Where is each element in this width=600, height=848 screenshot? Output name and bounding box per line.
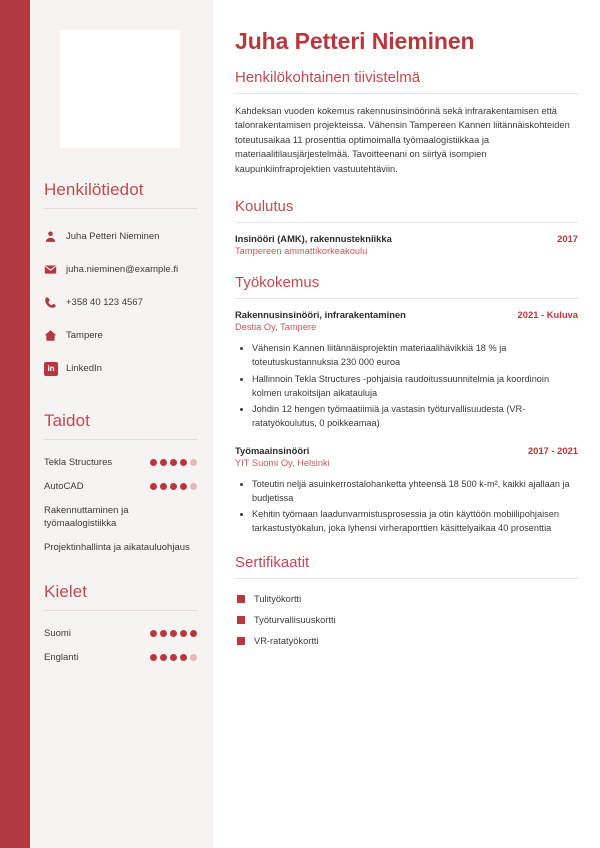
rating-dot xyxy=(170,654,177,661)
rating-dot xyxy=(180,483,187,490)
certificate-row xyxy=(235,610,578,631)
skill-rating xyxy=(150,456,197,466)
square-bullet-icon xyxy=(237,616,245,624)
experience-entry-header xyxy=(235,309,578,320)
skill-label: Rakennuttaminen ja työmaalogistiikka xyxy=(44,504,129,530)
education-entry xyxy=(235,233,578,256)
square-bullet-icon xyxy=(237,637,245,645)
bullet-item: • Vähensin Kannen liitännäisprojektin materiaalihävikkiä 18 % ja toteutuskustannuksia 230 000 euroa xyxy=(252,341,578,370)
divider xyxy=(235,578,578,579)
contact-row-linkedin[interactable] xyxy=(42,352,199,385)
sidebar xyxy=(30,0,213,848)
experience-date: 2021 - Kuluva xyxy=(517,309,578,321)
certificate-label: Tulityökortti xyxy=(254,593,302,604)
skill-row xyxy=(42,451,199,475)
contact-row-phone[interactable] xyxy=(42,286,199,319)
experience-employer: YIT Suomi Oy, Helsinki xyxy=(235,457,330,468)
bullet-item: • Kehitin työmaan laadunvarmistusprosessia ja otin käyttöön mobiilipohjaisen tarkastustyökalun, joka lyhensi virheraporttien käsittelyaikaa 40 prosenttia xyxy=(252,507,578,536)
envelope-icon xyxy=(44,263,66,276)
divider xyxy=(44,208,197,209)
profile-photo xyxy=(60,30,180,148)
experience-job-title: Työmaainsinööri xyxy=(235,444,310,456)
linkedin-badge-label: in xyxy=(44,362,58,376)
rating-dot xyxy=(150,630,157,637)
page-title: Juha Petteri Nieminen xyxy=(235,28,475,54)
rating-dot xyxy=(150,483,157,490)
education-entry-header xyxy=(235,233,578,244)
rating-dot xyxy=(190,630,197,637)
bullet-item: • Toteutin neljä asuinkerrostalohanketta yhteensä 18 500 k-m², kaikki ajallaan ja budjetissa xyxy=(252,477,578,506)
contact-row-location xyxy=(42,319,199,352)
divider xyxy=(44,610,197,611)
education-date: 2017 xyxy=(557,233,578,245)
rating-dot xyxy=(180,630,187,637)
square-bullet-icon xyxy=(237,595,245,603)
rating-dot xyxy=(180,459,187,466)
education-degree: Insinööri (AMK), rakennustekniikka xyxy=(235,233,392,245)
certificate-row xyxy=(235,589,578,610)
bullet-item: • Hallinnoin Tekla Structures -pohjaisia raudoitussuunnitelmia ja koordinoin kolmen urakoitsijan aikatauluja xyxy=(252,372,578,401)
person-icon xyxy=(44,230,66,243)
bullet-item: • Johdin 12 hengen työmaatiimiä ja vastasin työturvallisuudesta (VR-ratatyökoulutus, 0 poikkeamaa) xyxy=(252,402,578,431)
experience-bullets xyxy=(235,477,578,536)
rating-dot xyxy=(170,459,177,466)
experience-job-title: Rakennusinsinööri, infrarakentaminen xyxy=(235,309,406,321)
skill-label: Tekla Structures xyxy=(44,457,113,468)
experience-employer: Destia Oy, Tampere xyxy=(235,322,317,333)
divider xyxy=(235,298,578,299)
language-row xyxy=(42,646,199,670)
contact-location-text: Tampere xyxy=(66,329,103,341)
experience-bullets xyxy=(235,341,578,431)
sidebar-heading-personal: Henkilötiedot xyxy=(44,180,144,199)
language-rating xyxy=(150,651,197,661)
certificate-label: Työturvallisuuskortti xyxy=(254,614,336,625)
skill-rating xyxy=(150,480,197,490)
rating-dot xyxy=(190,483,197,490)
education-institution: Tampereen ammattikorkeakoulu xyxy=(235,246,368,257)
language-rating xyxy=(150,627,197,637)
section-heading-experience: Työkokemus xyxy=(235,274,320,292)
experience-date: 2017 - 2021 xyxy=(527,444,578,456)
rating-dot xyxy=(190,459,197,466)
profile-photo-container xyxy=(42,0,199,148)
contact-row-name xyxy=(42,220,199,253)
rating-dot xyxy=(160,630,167,637)
rating-dot xyxy=(150,654,157,661)
rating-dot xyxy=(160,654,167,661)
divider xyxy=(44,439,197,440)
rating-dot xyxy=(170,483,177,490)
skill-row xyxy=(42,536,199,560)
home-icon xyxy=(44,329,66,342)
skill-label: Projektinhallinta ja aikatauluohjaus xyxy=(44,542,190,554)
experience-entry-header xyxy=(235,445,578,456)
section-heading-education: Koulutus xyxy=(235,198,294,216)
contact-phone-text: +358 40 123 4567 xyxy=(66,296,143,308)
contact-row-email[interactable] xyxy=(42,253,199,286)
language-label: Englanti xyxy=(44,651,79,663)
contact-linkedin-text: LinkedIn xyxy=(66,362,102,374)
sidebar-heading-skills: Taidot xyxy=(44,411,90,430)
contact-name-text: Juha Petteri Nieminen xyxy=(66,230,160,242)
certificate-label: VR-ratatyökortti xyxy=(254,635,319,646)
accent-stripe xyxy=(0,0,30,848)
phone-icon xyxy=(44,296,66,309)
language-row xyxy=(42,622,199,646)
rating-dot xyxy=(160,459,167,466)
language-label: Suomi xyxy=(44,627,71,639)
sidebar-heading-languages: Kielet xyxy=(44,581,88,601)
main-content xyxy=(213,0,600,848)
rating-dot xyxy=(160,483,167,490)
certificate-row xyxy=(235,631,578,652)
experience-entry xyxy=(235,445,578,536)
experience-entry xyxy=(235,309,578,431)
section-heading-certificates: Sertifikaatit xyxy=(235,553,310,571)
rating-dot xyxy=(180,654,187,661)
skill-label: AutoCAD xyxy=(44,480,84,492)
rating-dot xyxy=(150,459,157,466)
contact-email-text: juha.nieminen@example.fi xyxy=(66,263,179,275)
divider xyxy=(235,222,578,223)
summary-text: Kahdeksan vuoden kokemus rakennusinsinöörinä sekä infrarakentamisen että talonrakentamisen projekteissa. Vähensin Tampereen Kannen liitännäiskohteiden toteutusaikaa 11 prosenttia optimoimalla työmaalogistiikkaa ja materiaalitilausjärjestelmää. Tavoitteenani on siirtyä isompien kaupunkiinfraprojektien vastuutehtäviin. xyxy=(235,106,570,174)
skill-row xyxy=(42,475,199,499)
skill-row xyxy=(42,499,199,537)
linkedin-icon xyxy=(44,362,66,376)
rating-dot xyxy=(170,630,177,637)
rating-dot xyxy=(190,654,197,661)
section-heading-summary: Henkilökohtainen tiivistelmä xyxy=(235,69,421,86)
divider xyxy=(235,93,578,94)
